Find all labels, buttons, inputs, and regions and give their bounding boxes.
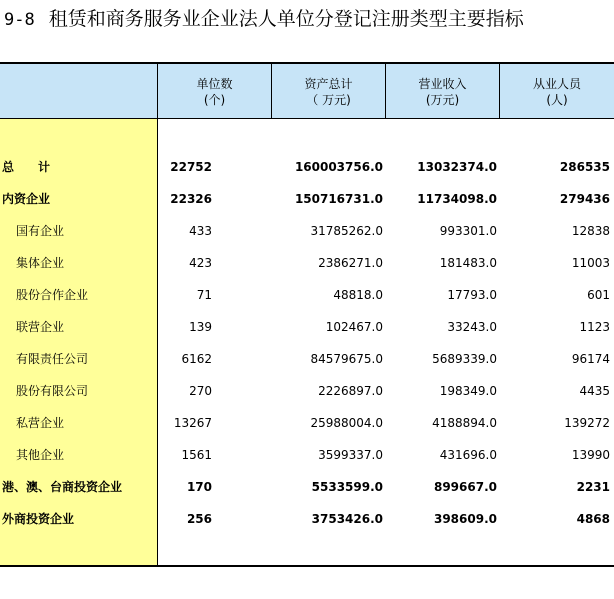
cell-revenue: 993301.0 [439,224,497,238]
column-header-label: 营业收入 [418,76,467,91]
table-title [4,4,524,34]
column-header-label: 单位数 [196,76,233,91]
row-label: 其他企业 [16,448,65,462]
column-header-label: 资产总计 [304,76,353,91]
cell-employees: 11003 [571,256,610,270]
cell-assets: 102467.0 [325,320,383,334]
column-header-employees [500,64,614,119]
column-header-assets [272,64,385,119]
table-row [0,475,614,499]
cell-assets: 3599337.0 [318,448,383,462]
table-row [0,315,614,339]
column-header-units [158,64,271,119]
cell-employees: 139272 [564,416,610,430]
row-label: 有限责任公司 [16,352,89,366]
cell-units: 256 [186,512,212,526]
cell-employees: 13990 [571,448,610,462]
cell-units: 433 [189,224,212,238]
row-label: 联营企业 [16,320,65,334]
row-label: 港、澳、台商投资企业 [2,480,123,494]
cell-revenue: 11734098.0 [417,192,497,206]
column-header-revenue [386,64,499,119]
cell-revenue: 4188894.0 [432,416,497,430]
cell-revenue: 13032374.0 [417,160,497,174]
column-header-label: 从业人员 [532,76,581,91]
bottom-rule [0,565,614,567]
cell-units: 13267 [173,416,212,430]
cell-units: 270 [189,384,212,398]
cell-assets: 48818.0 [333,288,383,302]
cell-units: 22326 [170,192,212,206]
cell-assets: 2386271.0 [318,256,383,270]
table-row [0,187,614,211]
cell-revenue: 181483.0 [439,256,497,270]
table-row [0,507,614,531]
cell-units: 423 [189,256,212,270]
row-label: 国有企业 [16,224,65,238]
cell-assets: 3753426.0 [311,512,383,526]
table-title-text: 租赁和商务服务业企业法人单位分登记注册类型主要指标 [48,8,524,30]
cell-employees: 1123 [579,320,610,334]
row-label: 私营企业 [16,416,65,430]
table-number: 9-8 [4,10,35,30]
row-label: 股份合作企业 [16,288,89,302]
cell-employees: 12838 [571,224,610,238]
cell-employees: 96174 [571,352,610,366]
row-label: 股份有限公司 [16,384,89,398]
cell-units: 22752 [170,160,212,174]
table-row [0,443,614,467]
table-row [0,155,614,179]
cell-revenue: 5689339.0 [432,352,497,366]
cell-employees: 286535 [559,160,610,174]
table-row [0,411,614,435]
column-header-unit: (个) [203,92,226,107]
cell-employees: 279436 [559,192,610,206]
cell-employees: 2231 [576,480,610,494]
cell-employees: 4435 [579,384,610,398]
cell-revenue: 431696.0 [439,448,497,462]
table-row [0,251,614,275]
cell-units: 6162 [181,352,212,366]
cell-employees: 601 [587,288,610,302]
cell-units: 71 [196,288,212,302]
cell-revenue: 198349.0 [439,384,497,398]
cell-units: 170 [186,480,212,494]
table-row [0,219,614,243]
column-header-unit: (人) [546,92,568,107]
cell-units: 1561 [181,448,212,462]
cell-assets: 5533599.0 [311,480,383,494]
cell-assets: 25988004.0 [310,416,383,430]
cell-assets: 2226897.0 [318,384,383,398]
column-header-unit: （ 万元) [306,92,351,107]
table-row [0,283,614,307]
cell-employees: 4868 [576,512,610,526]
table-row [0,347,614,371]
cell-units: 139 [189,320,212,334]
row-label: 集体企业 [16,256,65,270]
cell-assets: 31785262.0 [310,224,383,238]
row-label: 总 计 [2,160,51,174]
cell-assets: 150716731.0 [294,192,383,206]
cell-revenue: 899667.0 [433,480,497,494]
table-row [0,379,614,403]
column-header-unit: (万元) [425,92,460,107]
cell-assets: 160003756.0 [294,160,383,174]
cell-revenue: 33243.0 [447,320,497,334]
cell-revenue: 398609.0 [433,512,497,526]
row-label: 外商投资企业 [2,512,75,526]
row-label: 内资企业 [2,192,51,206]
cell-assets: 84579675.0 [310,352,383,366]
cell-revenue: 17793.0 [447,288,497,302]
